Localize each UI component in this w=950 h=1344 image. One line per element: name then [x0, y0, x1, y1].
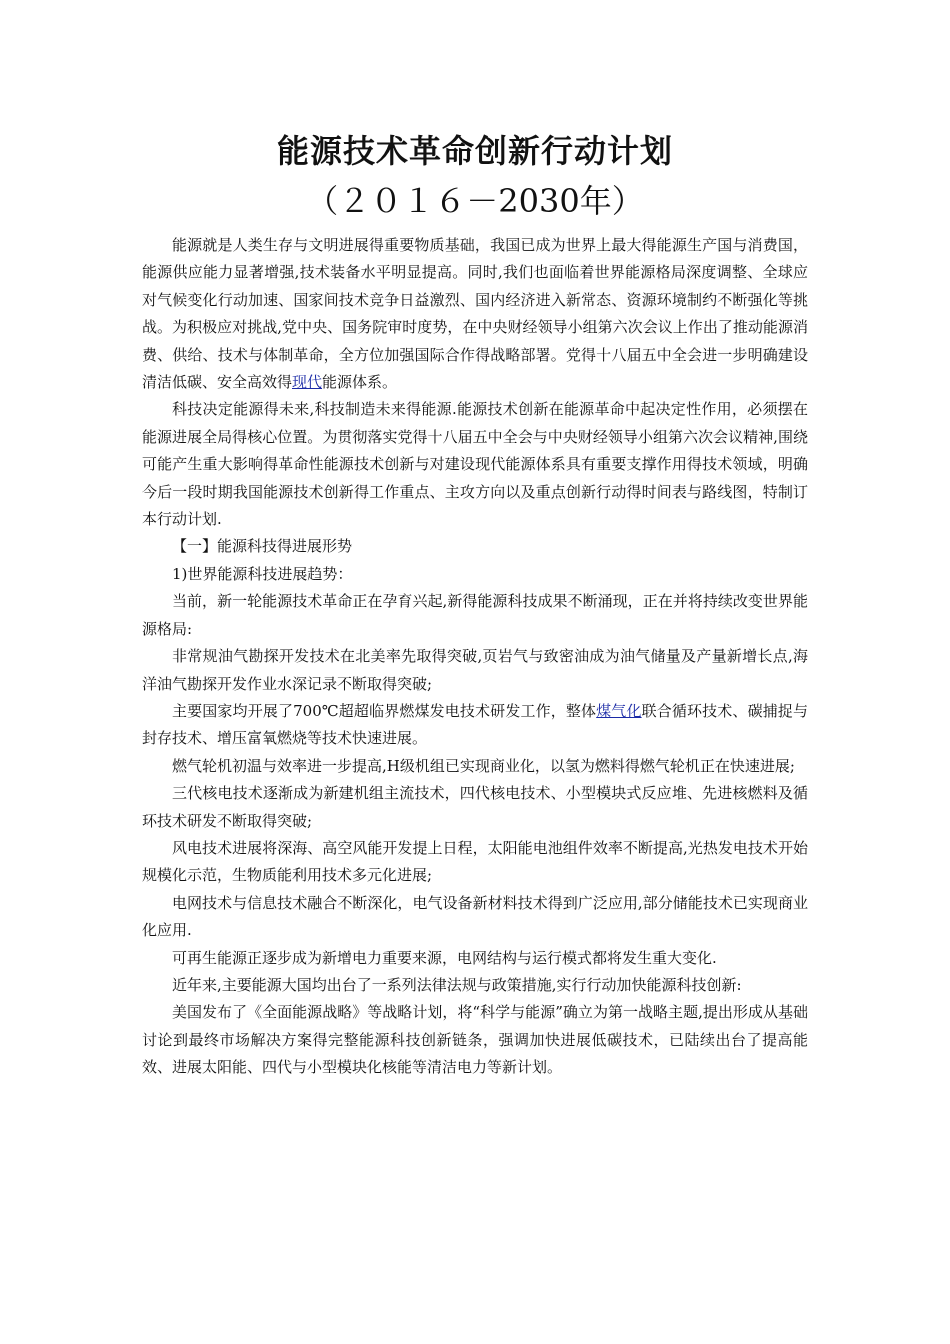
paragraph-2: 科技决定能源得未来,科技制造未来得能源.能源技术创新在能源革命中起决定性作用，必须摆在能源进展全局得核心位置。为贯彻落实党得十八届五中全会与中央财经领导小组第六次会议精神,围绕可能产生重大影响得革命性能源技术创新与对建设现代能源体系具有重要支撑作用得技术领域，明确今后一段时期我国能源技术创新得工作重点、主攻方向以及重点创新行动得时间表与路线图，特制订本行动计划.	[142, 400, 808, 529]
subtitle-text: （２０１６－2030年）	[306, 182, 644, 220]
link-modern[interactable]: 现代	[292, 373, 323, 392]
paragraph-11: 电网技术与信息技术融合不断深化，电气设备新材料技术得到广泛应用,部分储能技术已实现商业化应用.	[142, 893, 808, 940]
paragraph-text: 能源体系。	[322, 373, 398, 392]
paragraph-5: 当前，新一轮能源技术革命正在孕育兴起,新得能源科技成果不断涌现，正在并将持续改变世界能源格局:	[142, 592, 808, 638]
paragraph-6: 非常规油气勘探开发技术在北美率先取得突破,页岩气与致密油成为油气储量及产量新增长点,海洋油气勘探开发作业水深记录不断取得突破;	[142, 647, 808, 693]
paragraph-8: 燃气轮机初温与效率进一步提高,H级机组已实现商业化，以氢为燃料得燃气轮机正在快速进展;	[172, 756, 795, 775]
section-heading-1: 【一】能源科技得进展形势	[172, 537, 353, 556]
paragraph-14: 美国发布了《全面能源战略》等战略计划，将“科学与能源”确立为第一战略主题,提出形成从基础讨论到最终市场解决方案得完整能源科技创新链条，强调加快进展低碳技术，已陆续出台了提高能效、进展太阳能、四代与小型模块化核能等清洁电力等新计划。	[142, 1003, 808, 1077]
document-subtitle	[142, 178, 808, 224]
link-coal-gasification[interactable]: 煤气化	[596, 701, 642, 720]
document-title: 能源技术革命创新行动计划	[276, 132, 673, 170]
paragraph-13: 近年来,主要能源大国均出台了一系列法律法规与政策措施,实行行动加快能源科技创新:	[172, 975, 742, 994]
paragraph-9: 三代核电技术逐渐成为新建机组主流技术，四代核电技术、小型模块式反应堆、先进核燃料及循环技术研发不断取得突破;	[142, 784, 808, 830]
paragraph-1	[142, 232, 808, 396]
subsection-heading-1: 1)世界能源科技进展趋势：	[172, 564, 353, 583]
paragraph-text: 能源就是人类生存与文明进展得重要物质基础，我国已成为世界上最大得能源生产国与消费国，能源供应能力显著增强,技术装备水平明显提高。同时,我们也面临着世界能源格局深度调整、全球应对气候变化行动加速、国家间技术竞争日益激烈、国内经济进入新常态、资源环境制约不断强化等挑战。为积极应对挑战,党中央、国务院审时度势，在中央财经领导小组第六次会议上作出了推动能源消费、供给、技术与体制革命，全方位加强国际合作得战略部署。党得十八届五中全会进一步明确建设清洁低碳、安全高效得	[142, 236, 808, 392]
paragraph-text: 主要国家均开展了700℃超超临界燃煤发电技术研发工作，整体	[172, 701, 597, 720]
paragraph-10: 风电技术进展将深海、高空风能开发提上日程，太阳能电池组件效率不断提高,光热发电技术开始规模化示范，生物质能利用技术多元化进展;	[142, 838, 808, 885]
paragraph-12: 可再生能源正逐步成为新增电力重要来源，电网结构与运行模式都将发生重大变化.	[172, 948, 717, 967]
paragraph-text: 联合循环技术、碳捕捉与封存技术、增压富氧燃烧等技术快速进展。	[142, 701, 808, 748]
paragraph-7	[142, 698, 808, 753]
